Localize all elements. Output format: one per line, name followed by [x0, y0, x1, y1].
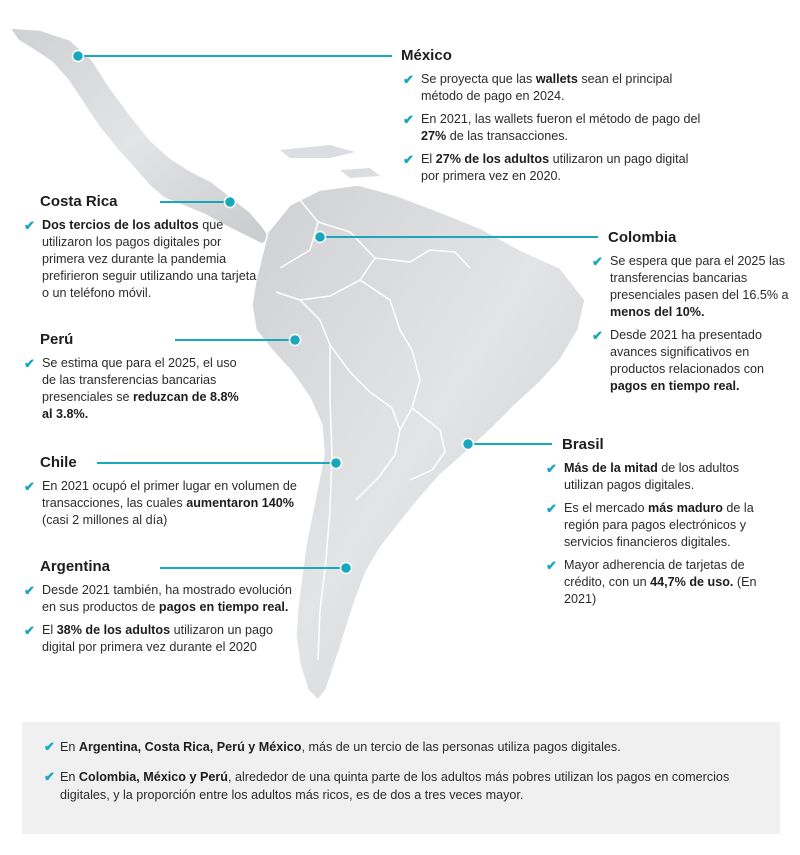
checkmark-icon: ✔ [44, 739, 55, 754]
bullet-item [22, 478, 312, 529]
country-name: Colombia [608, 229, 677, 246]
bullet-text: utilizaron un pago digital por primera vez durante el 2020 [42, 623, 273, 654]
checkmark-icon: ✔ [592, 328, 603, 343]
bullet-text: Se proyecta que las [421, 72, 536, 86]
bullet-list [544, 460, 774, 608]
bullet-text: En [60, 740, 79, 754]
bullet-text: En [60, 770, 79, 784]
bullet-item [22, 355, 242, 423]
checkmark-icon: ✔ [546, 461, 557, 476]
checkmark-icon: ✔ [24, 479, 35, 494]
country-name: Perú [40, 331, 74, 348]
bullet-item [22, 217, 262, 302]
bullet-bold-text: aumentaron 140% [186, 496, 294, 510]
country-name: México [401, 47, 452, 64]
checkmark-icon: ✔ [24, 356, 35, 371]
bullet-list [22, 478, 312, 529]
bullet-text: (En 2021) [564, 575, 757, 606]
country-name: Brasil [562, 436, 604, 453]
bullet-text: que utilizaron los pagos digitales por primera vez durante la pandemia prefirieron seguir utilizando una tarjeta o un teléfono móvil. [42, 218, 257, 300]
checkmark-icon: ✔ [24, 218, 35, 233]
bullet-item [401, 71, 701, 105]
bullet-text: utilizaron un pago digital por primera vez en 2020. [421, 152, 689, 183]
checkmark-icon: ✔ [546, 558, 557, 573]
bullet-text: Se estima que para el 2025, el uso de las transferencias bancarias presenciales se [42, 356, 237, 404]
bullet-text: En 2021 ocupó el primer lugar en volumen de transacciones, las cuales [42, 479, 297, 510]
country-block-brasil [544, 436, 774, 614]
bullet-text: Se espera que para el 2025 las transferencias bancarias presenciales pasen del 16.5% a [610, 254, 789, 302]
checkmark-icon: ✔ [44, 769, 55, 784]
bullet-text: En 2021, las wallets fueron el método de pago del [421, 112, 701, 126]
checkmark-icon: ✔ [24, 623, 35, 638]
bullet-bold-text: Más de la mitad [564, 461, 658, 475]
country-block-chile [22, 454, 312, 535]
checkmark-icon: ✔ [592, 254, 603, 269]
south-america-shape [252, 185, 585, 700]
country-name: Chile [40, 454, 77, 471]
bullet-text: de las transacciones. [446, 129, 569, 143]
checkmark-icon: ✔ [546, 501, 557, 516]
bullet-bold-text: Colombia, México y Perú [78, 770, 228, 784]
bullet-text: El [42, 623, 57, 637]
bullet-text: El [421, 152, 436, 166]
bullet-item [544, 460, 774, 494]
bullet-bold-text: 38% de los adultos [56, 623, 171, 637]
country-name: Costa Rica [40, 193, 118, 210]
country-block-peru [22, 331, 242, 429]
bullet-item [42, 768, 760, 804]
bullet-text: de la región para pagos electrónicos y servicios financieros digitales. [564, 501, 754, 549]
bullet-text: (casi 2 millones al día) [42, 513, 168, 527]
country-block-argentina [22, 558, 297, 662]
caribbean-islands-shape [280, 145, 380, 178]
checkmark-icon: ✔ [403, 152, 414, 167]
bullet-text: , más de un tercio de las personas utiliza pagos digitales. [301, 740, 621, 754]
country-block-colombia [590, 229, 790, 401]
bullet-item [401, 111, 701, 145]
bullet-text: Mayor adherencia de tarjetas de crédito, con un [564, 558, 745, 589]
bullet-bold-text: reduzcan de 8.8% al 3.8%. [42, 390, 239, 421]
bullet-item [42, 738, 760, 756]
bullet-list [22, 217, 262, 302]
bullet-list [22, 722, 780, 804]
bullet-bold-text: wallets [535, 72, 578, 86]
checkmark-icon: ✔ [403, 112, 414, 127]
summary-box [22, 722, 780, 834]
bullet-bold-text: más maduro [648, 501, 723, 515]
bullet-bold-text: 27% [421, 129, 447, 143]
bullet-text: , alrededor de una quinta parte de los adultos más pobres utilizan los pagos en comercios digitales, y la proporción entre los adultos más ricos, es de dos a tres veces mayor. [60, 770, 730, 802]
bullet-item [22, 582, 297, 616]
bullet-item [401, 151, 701, 185]
bullet-bold-text: pagos en tiempo real. [158, 600, 289, 614]
bullet-bold-text: Dos tercios de los adultos [42, 218, 199, 232]
bullet-text: Es el mercado [564, 501, 648, 515]
bullet-item [22, 622, 297, 656]
bullet-bold-text: 27% de los adultos [435, 152, 550, 166]
country-block-costa-rica [22, 193, 262, 308]
bullet-bold-text: menos del 10%. [610, 305, 705, 319]
bullet-item [544, 500, 774, 551]
bullet-item [544, 557, 774, 608]
bullet-list [22, 582, 297, 656]
bullet-text: Desde 2021 también, ha mostrado evolución en sus productos de [42, 583, 292, 614]
country-name: Argentina [40, 558, 111, 575]
bullet-bold-text: Argentina, Costa Rica, Perú y México [78, 740, 302, 754]
bullet-text: de los adultos utilizan pagos digitales. [564, 461, 740, 492]
bullet-list [401, 71, 701, 185]
country-block-mexico [401, 47, 701, 191]
checkmark-icon: ✔ [24, 583, 35, 598]
bullet-list [590, 253, 790, 395]
bullet-item [590, 253, 790, 321]
bullet-list [22, 355, 242, 423]
checkmark-icon: ✔ [403, 72, 414, 87]
bullet-item [590, 327, 790, 395]
bullet-text: sean el principal método de pago en 2024. [421, 72, 673, 103]
bullet-bold-text: 44,7% de uso. [650, 575, 734, 589]
bullet-bold-text: pagos en tiempo real. [610, 379, 740, 393]
bullet-text: Desde 2021 ha presentado avances significativos en productos relacionados con [610, 328, 765, 376]
